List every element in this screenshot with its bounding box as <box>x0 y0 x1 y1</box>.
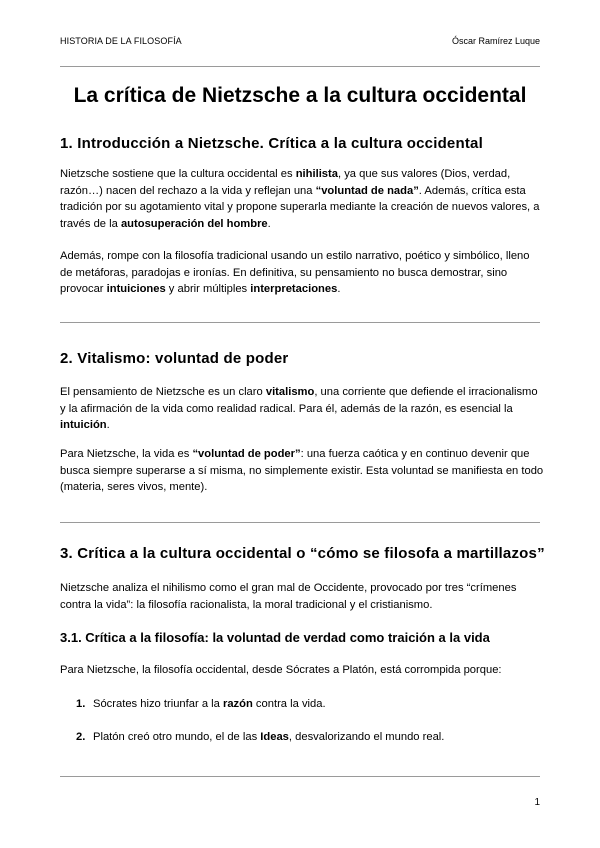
header-subject: HISTORIA DE LA FILOSOFÍA <box>60 36 182 46</box>
emphasis-interpretaciones: interpretaciones <box>250 283 338 295</box>
text-run: , una corriente que defiende el irracionalismo y la afirmación de la vida como realidad radical. Para él, además de la razón, es esencial la <box>60 386 538 415</box>
divider <box>60 66 540 67</box>
emphasis-vitalismo: vitalismo <box>265 386 315 398</box>
emphasis-intuiciones: intuiciones <box>106 283 166 295</box>
section-3-1-heading: 3.1. Crítica a la filosofía: la voluntad de verdad como traición a la vida <box>60 630 490 645</box>
divider <box>60 776 540 777</box>
emphasis-voluntad-de-nada: “voluntad de nada” <box>315 184 419 197</box>
text-run: . <box>267 217 271 230</box>
header-author: Óscar Ramírez Luque <box>451 36 540 46</box>
text-run: . Además, crítica esta tradición por su agotamiento vital y propone superarla mediante la creación de nuevos valores, a través de la <box>60 184 540 230</box>
section-2-paragraph-1 <box>60 384 544 434</box>
text-run: : una fuerza caótica y en continuo devenir que busca siempre superarse a sí misma, no simplemente existir. Esta voluntad se manifiesta en todo (materia, seres vivos, mente). <box>60 448 544 493</box>
text-run: Sócrates hizo triunfar a la <box>93 698 223 710</box>
text-run: . <box>337 283 341 295</box>
document-title: La crítica de Nietzsche a la cultura occidental <box>73 84 527 107</box>
emphasis-autosuperacion: autosuperación del hombre <box>120 217 268 230</box>
section-1-paragraph-2 <box>60 248 544 298</box>
emphasis-nihilista: nihilista <box>295 168 338 180</box>
text-run: Platón creó otro mundo, el de las <box>93 731 261 743</box>
section-3-paragraph-1: Nietzsche analiza el nihilismo como el gran mal de Occidente, provocado por tres “crímenes contra la vida”: la filosofía racionalista, la moral tradicional y el cristianismo. <box>60 582 517 611</box>
text-run: . <box>106 419 110 431</box>
text-run: El pensamiento de Nietzsche es un claro <box>60 386 266 398</box>
section-2-heading: 2. Vitalismo: voluntad de poder <box>60 350 289 367</box>
list-number: 2. <box>76 731 86 743</box>
section-3-1-paragraph: Para Nietzsche, la filosofía occidental, desde Sócrates a Platón, está corrompida porque: <box>60 664 502 676</box>
list-number: 1. <box>76 698 86 710</box>
text-run: y abrir múltiples <box>165 283 251 295</box>
text-run: , desvalorizando el mundo real. <box>288 731 445 743</box>
divider <box>60 522 540 523</box>
divider <box>60 322 540 323</box>
section-1-paragraph-1 <box>60 166 544 232</box>
text-run: Para Nietzsche, la vida es <box>60 448 193 460</box>
emphasis-intuicion: intuición <box>60 419 107 431</box>
list-item <box>76 696 536 713</box>
emphasis-ideas: Ideas <box>260 731 289 743</box>
section-1-heading: 1. Introducción a Nietzsche. Crítica a la cultura occidental <box>60 135 483 152</box>
text-run: contra la vida. <box>252 698 326 710</box>
emphasis-voluntad-de-poder: “voluntad de poder” <box>192 448 301 460</box>
text-run: , ya que sus valores (Dios, verdad, razón…) nacen del rechazo a la vida y reflejan una <box>60 168 511 197</box>
text-run: Además, rompe con la filosofía tradicional usando un estilo narrativo, poético y simbólico, lleno de metáforas, paradojas e ironías. En definitiva, su pensamiento no busca demostrar, sino provocar <box>60 250 530 295</box>
section-2-paragraph-2 <box>60 446 544 496</box>
section-3-heading: 3. Crítica a la cultura occidental o “cómo se filosofa a martillazos” <box>60 545 545 562</box>
list-item <box>76 729 536 746</box>
page-number: 1 <box>534 797 540 808</box>
emphasis-razon: razón <box>222 698 253 710</box>
text-run: Nietzsche sostiene que la cultura occidental es <box>60 168 296 180</box>
